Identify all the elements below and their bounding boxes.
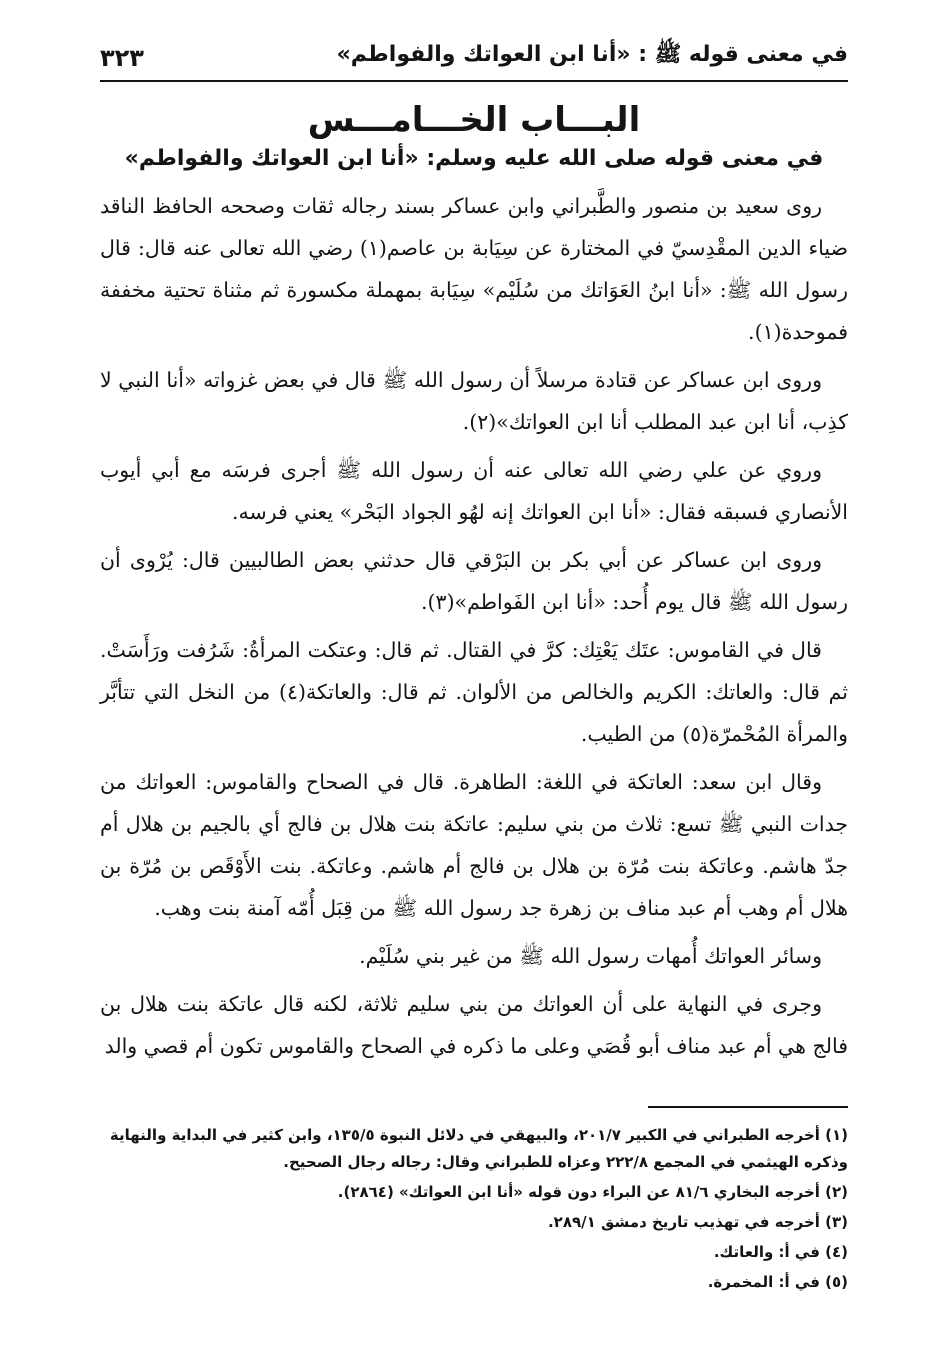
page-number: ٣٢٣: [100, 44, 144, 72]
footnote: (٣) أخرجه في تهذيب تاريخ دمشق ٢٨٩/١.: [547, 1213, 848, 1231]
chapter-subtitle: في معنى قوله صلى الله عليه وسلم: «أنا ابن العواتك والفواطم»: [124, 146, 824, 171]
footnote: (٤) في أ: والعاتك.: [713, 1243, 848, 1261]
paragraph: وروى ابن عساكر عن قتادة مرسلاً أن رسول الله ﷺ قال في بعض غزواته «أنا النبي لا كذِب، أنا ابن عبد المطلب أنا ابن العواتك»(٢).: [100, 368, 848, 434]
paragraph: وسائر العواتك أُمهات رسول الله ﷺ من غير بني سُلَيْم.: [359, 944, 822, 968]
footnotes: [100, 1122, 848, 1299]
paragraph: وروي عن علي رضي الله تعالى عنه أن رسول الله ﷺ أجرى فرسَه مع أبي أيوب الأنصاري فسبقه فقال: «أنا ابن العواتك إنه لهُو الجواد البَحْر» يعني فرسه.: [100, 458, 848, 524]
paragraph: وقال ابن سعد: العاتكة في اللغة: الطاهرة. قال في الصحاح والقاموس: العواتك من جدات النبي ﷺ تسع: ثلاث من بني سليم: عاتكة بنت هلال بن فالج أي بالجيم بن هلال أم جدّ هاشم. وعاتكة بنت مُرّة بن هلال بن فالج أم هاشم. وعاتكة. بنت الأَوْقَص بن مُرّة بن هلال أم وهب أم عبد مناف بن زهرة جد رسول الله ﷺ من قِبَل أُمّه آمنة بنت وهب.: [100, 770, 848, 920]
paragraph: وجرى في النهاية على أن العواتك من بني سليم ثلاثة، لكنه قال عاتكة بنت هلال بن فالج هي أم عبد مناف أبو قُصَي وعلى ما ذكره في الصحاح والقاموس تكون أم قصي والد: [100, 992, 848, 1058]
running-title: في معنى قوله ﷺ : «أنا ابن العواتك والفواطم»: [336, 42, 848, 67]
footnote-separator: [648, 1106, 848, 1108]
paragraph: روى سعيد بن منصور والطَّبراني وابن عساكر بسند رجاله ثقات وصححه الحافظ الناقد ضياء الدين المقْدِسيّ في المختارة عن سِيَابة بن عاصم(١) رضي الله تعالى عنه قال: قال رسول الله ﷺ: «أنا ابنُ العَوَاتك من سُلَيْم» سِيَابة بمهملة مكسورة ثم مثناة تحتية مخففة فموحدة(١).: [100, 194, 849, 344]
footnote: (٢) أخرجه البخاري ٨١/٦ عن البراء دون قوله «أنا ابن العواتك» (٢٨٦٤).: [337, 1183, 848, 1201]
body-text: [100, 185, 848, 1067]
footnote: (٥) في أ: المخمرة.: [707, 1273, 848, 1291]
chapter-title: البـــاب الخـــامـــس: [307, 100, 641, 140]
footnote: (١) أخرجه الطبراني في الكبير ٢٠١/٧، والبيهقي في دلائل النبوة ١٣٥/٥، وابن كثير في البداية والنهاية وذكره الهيثمي في المجمع ٢٢٢/٨ وعزاه للطبراني وقال: رجاله رجال الصحيح.: [109, 1126, 848, 1171]
paragraph: وروى ابن عساكر عن أبي بكر بن البَرْقي قال حدثني بعض الطالبيين قال: يُرْوى أن رسول الله ﷺ قال يوم أُحد: «أنا ابن الفَواطم»(٣).: [100, 548, 848, 614]
paragraph: قال في القاموس: عتَك يَعْتِك: كرَّ في القتال. ثم قال: وعتكت المرأةُ: شَرُفت ورَأَسَتْ. ثم قال: والعاتك: الكريم والخالص من الألوان. ثم قال: والعاتكة(٤) من النخل التي تتأبَّر والمرأة المُحْمرّة(٥) من الطيب.: [100, 638, 848, 746]
running-header: [100, 38, 848, 82]
